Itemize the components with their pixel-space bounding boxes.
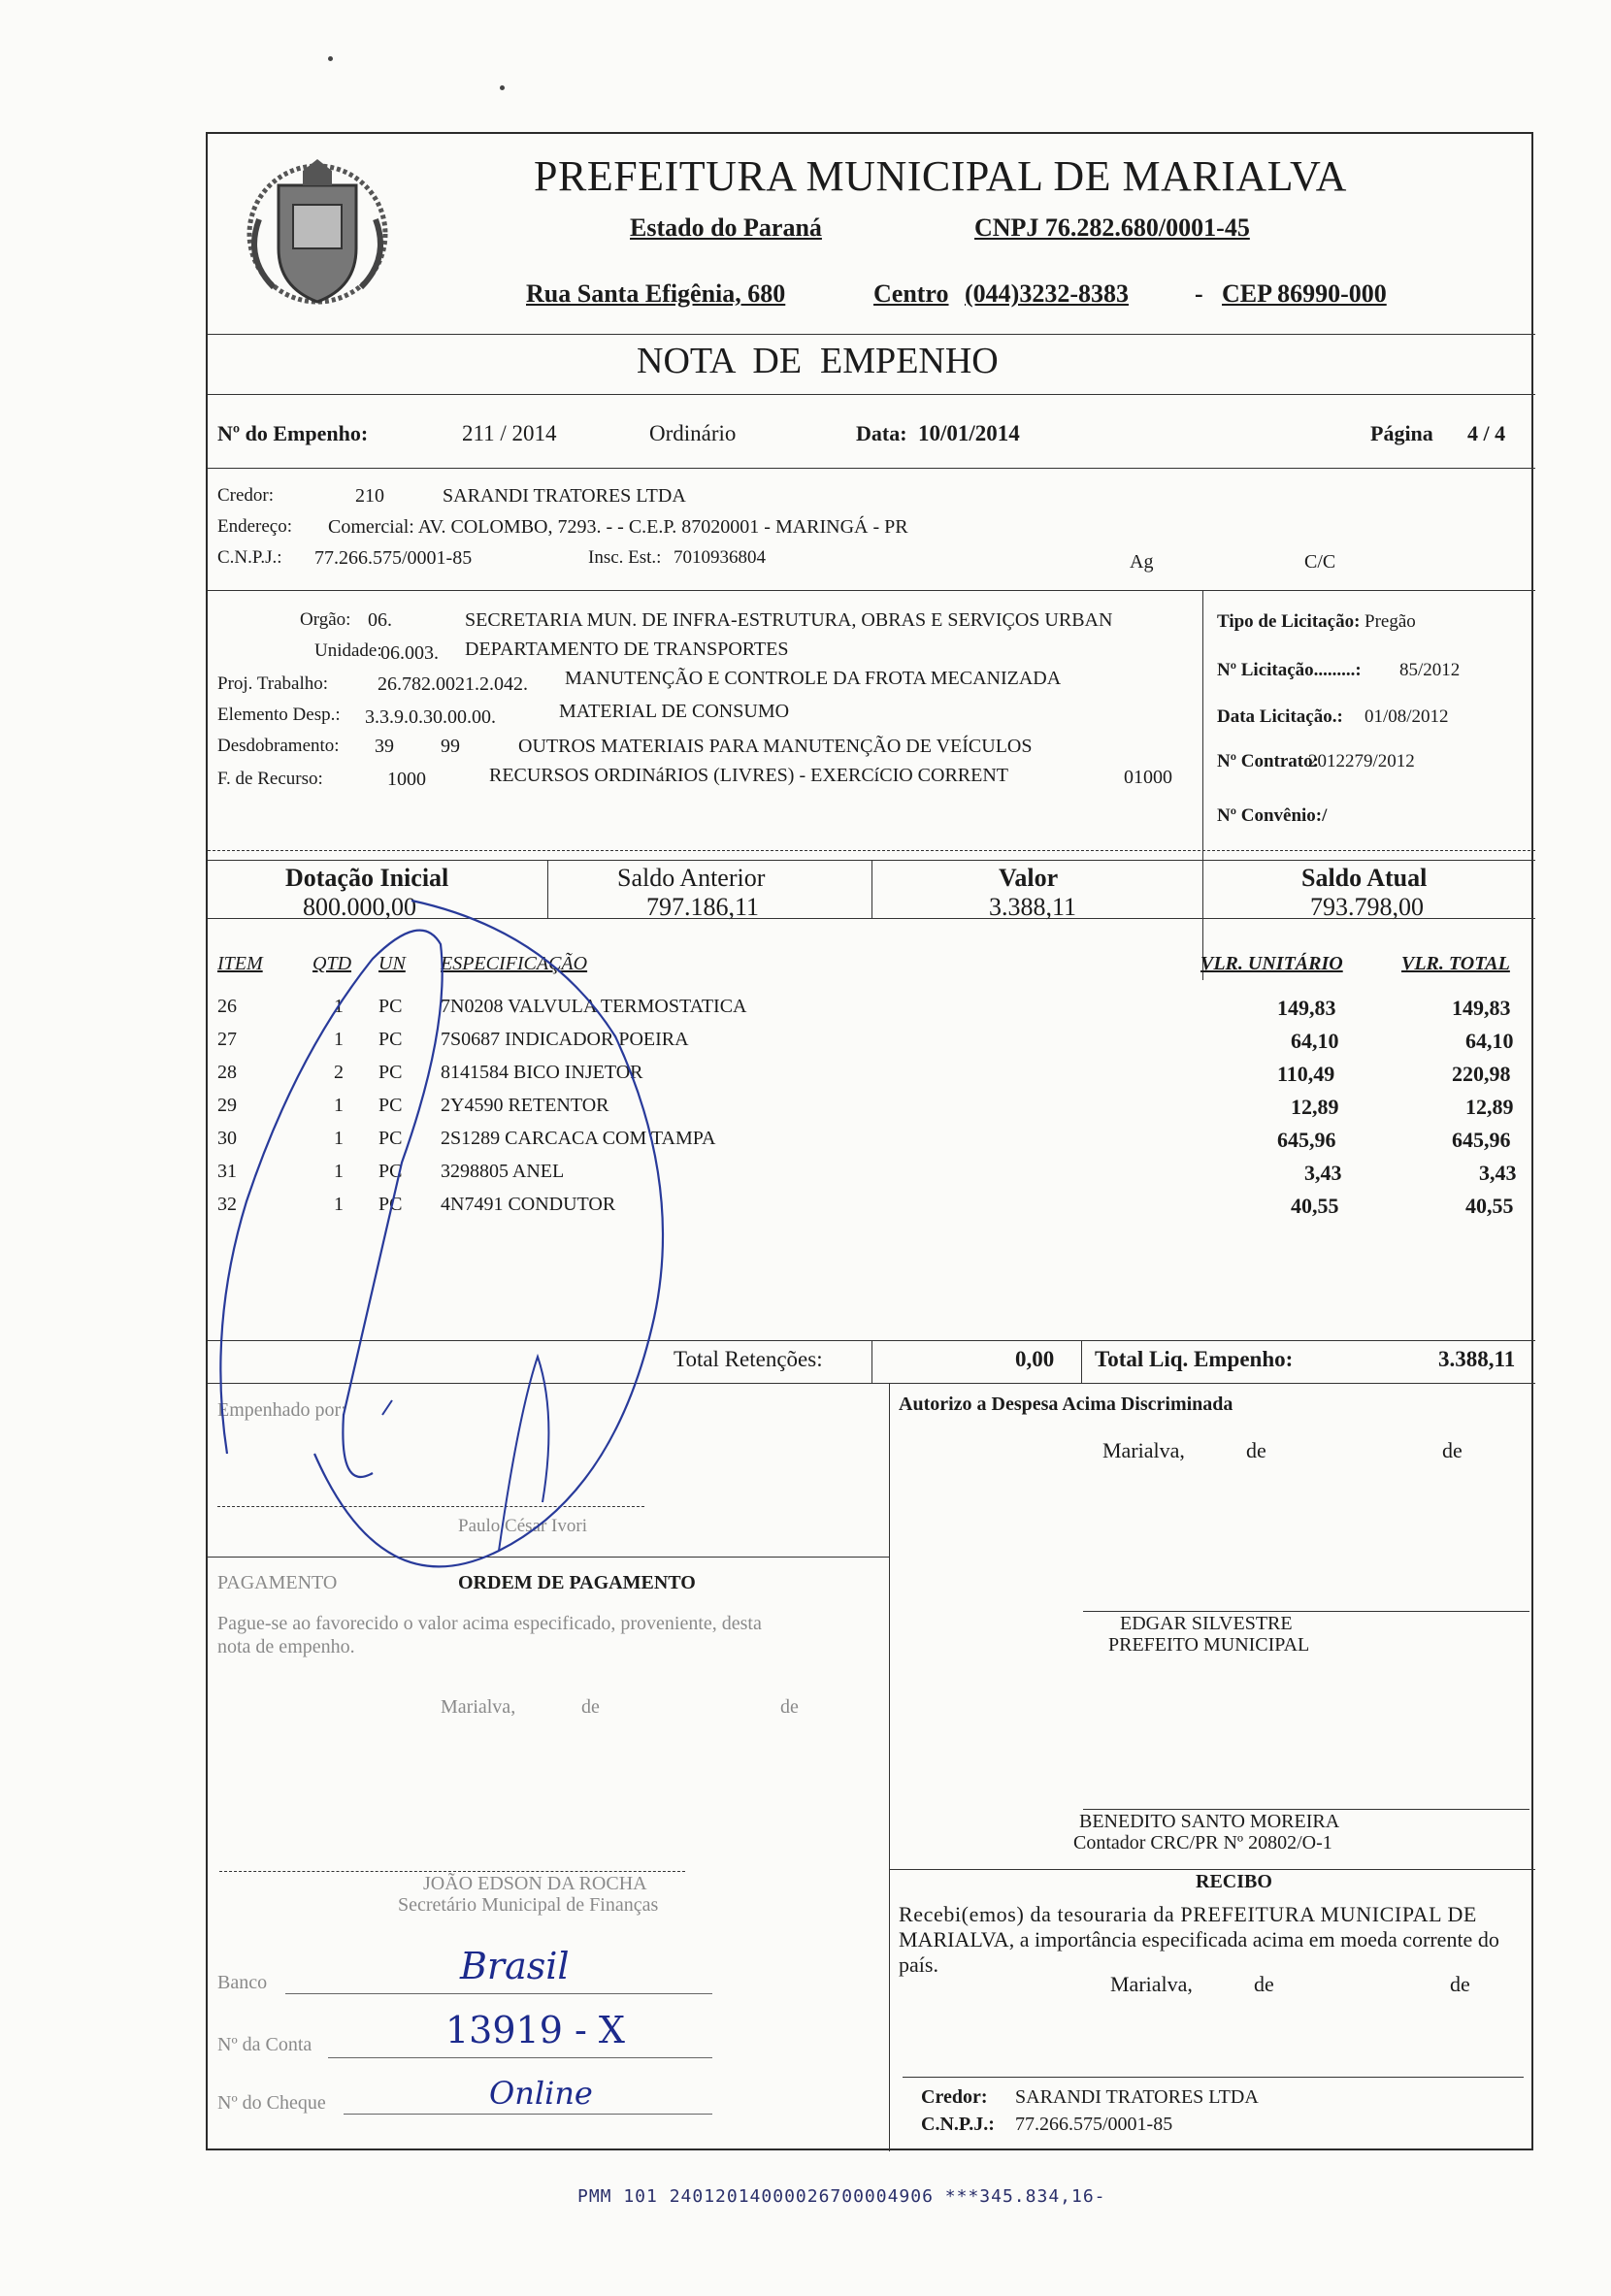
item-number: 28 bbox=[217, 1062, 237, 1083]
item-total-value: 149,83 bbox=[1452, 996, 1511, 1020]
contador-role: Contador CRC/PR Nº 20802/O-1 bbox=[1073, 1832, 1332, 1853]
recibo-de1: de bbox=[1254, 1972, 1274, 1996]
item-unit-value: 645,96 bbox=[1277, 1128, 1336, 1152]
item-number: 27 bbox=[217, 1029, 237, 1050]
page-label: Página bbox=[1370, 421, 1433, 445]
unidade-code: 06.003. bbox=[380, 642, 439, 664]
item-qtd: 1 bbox=[334, 1095, 344, 1116]
recibo-city: Marialva, bbox=[1110, 1972, 1193, 1996]
empenhado-por-signer: Paulo César Ivori bbox=[458, 1516, 587, 1536]
insc-label: Insc. Est.: bbox=[588, 547, 662, 568]
proj-desc: MANUTENÇÃO E CONTROLE DA FROTA MECANIZADA bbox=[565, 668, 1062, 689]
data-licitacao-label: Data Licitação.: bbox=[1217, 706, 1343, 727]
insc-value: 7010936804 bbox=[674, 547, 766, 568]
contador-name: BENEDITO SANTO MOREIRA bbox=[1079, 1811, 1340, 1832]
item-unit-value: 149,83 bbox=[1277, 996, 1336, 1020]
credor-label: Credor: bbox=[217, 485, 275, 506]
orgao-code: 06. bbox=[368, 609, 392, 631]
item-desc: 2Y4590 RETENTOR bbox=[441, 1095, 609, 1116]
empenho-label: Nº do Empenho: bbox=[217, 421, 369, 445]
dotacao-inicial-value: 800.000,00 bbox=[303, 893, 416, 921]
pagamento-text-line2: nota de empenho. bbox=[217, 1636, 355, 1657]
item-un: PC bbox=[378, 996, 403, 1017]
item-desc: 8141584 BICO INJETOR bbox=[441, 1062, 643, 1083]
item-total-value: 220,98 bbox=[1452, 1062, 1511, 1086]
item-qtd: 1 bbox=[334, 1161, 344, 1182]
banco-label: Banco bbox=[217, 1972, 268, 1993]
autorizo-city: Marialva, bbox=[1102, 1438, 1185, 1462]
desdobramento-label: Desdobramento: bbox=[217, 736, 340, 756]
item-desc: 3298805 ANEL bbox=[441, 1161, 565, 1182]
pagamento-text-line1: Pague-se ao favorecido o valor acima especificado, proveniente, desta bbox=[217, 1613, 762, 1634]
orgao-desc: SECRETARIA MUN. DE INFRA-ESTRUTURA, OBRAS E SERVIÇOS URBAN bbox=[465, 609, 1113, 631]
item-unit-value: 12,89 bbox=[1291, 1095, 1339, 1119]
secretario-role: Secretário Municipal de Finanças bbox=[398, 1894, 659, 1916]
credor-code: 210 bbox=[355, 485, 384, 507]
ag-label: Ag bbox=[1130, 551, 1154, 573]
saldo-atual-value: 793.798,00 bbox=[1310, 893, 1424, 921]
endereco-value: Comercial: AV. COLOMBO, 7293. - - C.E.P. 87020001 - MARINGÁ - PR bbox=[328, 516, 908, 538]
proj-label: Proj. Trabalho: bbox=[217, 673, 329, 694]
autorizo-de2: de bbox=[1442, 1438, 1463, 1462]
orgao-label: Orgão: bbox=[300, 609, 351, 630]
total-retencoes-label: Total Retenções: bbox=[674, 1347, 823, 1371]
header-dash: - bbox=[1195, 279, 1203, 308]
col-especificacao: ESPECIFICAÇÃO bbox=[441, 953, 588, 974]
item-unit-value: 40,55 bbox=[1291, 1194, 1339, 1218]
col-item: ITEM bbox=[217, 953, 263, 974]
recurso-desc: RECURSOS ORDINáRIOS (LIVRES) - EXERCíCIO CORRENT bbox=[489, 765, 1009, 786]
elemento-label: Elemento Desp.: bbox=[217, 705, 341, 725]
item-unit-value: 3,43 bbox=[1304, 1161, 1342, 1185]
recurso-number: 01000 bbox=[1124, 767, 1172, 788]
valor-value: 3.388,11 bbox=[989, 893, 1077, 921]
col-qtd: QTD bbox=[312, 953, 352, 974]
recibo-text-line1: Recebi(emos) da tesouraria da PREFEITURA MUNICIPAL DE bbox=[899, 1902, 1477, 1926]
item-total-value: 12,89 bbox=[1465, 1095, 1514, 1119]
contrato-value: 2012279/2012 bbox=[1308, 751, 1415, 771]
convenio-label: Nº Convênio:/ bbox=[1217, 805, 1328, 826]
desdobramento-a: 39 bbox=[375, 736, 394, 757]
item-desc: 7S0687 INDICADOR POEIRA bbox=[441, 1029, 689, 1050]
conta-label: Nº da Conta bbox=[217, 2034, 312, 2055]
unidade-desc: DEPARTAMENTO DE TRANSPORTES bbox=[465, 639, 789, 660]
cnpj-value: 77.266.575/0001-85 bbox=[314, 547, 473, 569]
num-licitacao-value: 85/2012 bbox=[1399, 660, 1461, 680]
prefeito-name: EDGAR SILVESTRE bbox=[1120, 1613, 1293, 1634]
item-qtd: 1 bbox=[334, 1029, 344, 1050]
item-un: PC bbox=[378, 1161, 403, 1182]
saldo-anterior-value: 797.186,11 bbox=[646, 893, 760, 921]
autorizo-title: Autorizo a Despesa Acima Discriminada bbox=[899, 1394, 1233, 1415]
proj-code: 26.782.0021.2.042. bbox=[378, 673, 528, 695]
empenho-number: 211 / 2014 bbox=[462, 421, 557, 445]
item-un: PC bbox=[378, 1029, 403, 1050]
credor-name: SARANDI TRATORES LTDA bbox=[443, 485, 686, 507]
recibo-title: RECIBO bbox=[1196, 1871, 1272, 1892]
col-un: UN bbox=[378, 953, 406, 974]
document-title: NOTA DE EMPENHO bbox=[637, 341, 999, 381]
elemento-code: 3.3.9.0.30.00.00. bbox=[365, 706, 496, 728]
item-unit-value: 64,10 bbox=[1291, 1029, 1339, 1053]
col-vlr-unitario: VLR. UNITÁRIO bbox=[1200, 953, 1343, 974]
recurso-label: F. de Recurso: bbox=[217, 769, 323, 789]
data-licitacao-value: 01/08/2012 bbox=[1364, 706, 1449, 727]
item-number: 30 bbox=[217, 1128, 237, 1149]
item-unit-value: 110,49 bbox=[1277, 1062, 1335, 1086]
banco-handwritten: Brasil bbox=[460, 1945, 570, 1987]
valor-label: Valor bbox=[999, 864, 1059, 892]
cnpj-label: C.N.P.J.: bbox=[217, 547, 282, 568]
elemento-desc: MATERIAL DE CONSUMO bbox=[559, 701, 790, 722]
cheque-handwritten: Online bbox=[489, 2075, 593, 2112]
item-qtd: 2 bbox=[334, 1062, 344, 1083]
pagamento-de2: de bbox=[780, 1696, 799, 1718]
nota-de-empenho-document bbox=[206, 132, 1533, 2150]
item-desc: 7N0208 VALVULA TERMOSTATICA bbox=[441, 996, 747, 1017]
item-qtd: 1 bbox=[334, 996, 344, 1017]
recibo-credor-label: Credor: bbox=[921, 2086, 988, 2108]
item-total-value: 40,55 bbox=[1465, 1194, 1514, 1218]
empenhado-por-label: Empenhado por: bbox=[217, 1399, 346, 1421]
item-qtd: 1 bbox=[334, 1128, 344, 1149]
footer-code: PMM 101 24012014000026700004906 ***345.834,16- bbox=[577, 2186, 1106, 2207]
saldo-atual-label: Saldo Atual bbox=[1301, 864, 1428, 892]
tipo-licitacao-label: Tipo de Licitação: bbox=[1217, 611, 1361, 632]
num-licitacao-label: Nº Licitação.........: bbox=[1217, 660, 1362, 680]
contrato-label: Nº Contrato: bbox=[1217, 751, 1319, 771]
desdobramento-desc: OUTROS MATERIAIS PARA MANUTENÇÃO DE VEÍCULOS bbox=[518, 736, 1033, 757]
scan-speck bbox=[328, 56, 333, 61]
item-number: 26 bbox=[217, 996, 237, 1017]
total-liq-label: Total Liq. Empenho: bbox=[1095, 1347, 1294, 1371]
header-cnpj: CNPJ 76.282.680/0001-45 bbox=[974, 213, 1250, 242]
secretario-name: JOÃO EDSON DA ROCHA bbox=[423, 1873, 647, 1894]
item-total-value: 3,43 bbox=[1479, 1161, 1517, 1185]
signature-scribble bbox=[208, 871, 887, 1648]
cc-label: C/C bbox=[1304, 551, 1336, 573]
item-number: 32 bbox=[217, 1194, 237, 1215]
item-qtd: 1 bbox=[334, 1194, 344, 1215]
municipal-crest-icon bbox=[235, 151, 400, 316]
total-retencoes-value: 0,00 bbox=[1015, 1347, 1055, 1371]
item-un: PC bbox=[378, 1194, 403, 1215]
item-un: PC bbox=[378, 1095, 403, 1116]
unidade-label: Unidade: bbox=[314, 640, 382, 661]
cheque-label: Nº do Cheque bbox=[217, 2092, 326, 2114]
dotacao-inicial-label: Dotação Inicial bbox=[285, 864, 449, 892]
desdobramento-b: 99 bbox=[441, 736, 460, 757]
page-number: 4 / 4 bbox=[1467, 421, 1506, 445]
header-phone: (044)3232-8383 bbox=[965, 279, 1129, 308]
item-desc: 4N7491 CONDUTOR bbox=[441, 1194, 616, 1215]
item-un: PC bbox=[378, 1062, 403, 1083]
scan-speck bbox=[500, 85, 505, 90]
pagamento-de1: de bbox=[581, 1696, 600, 1718]
item-un: PC bbox=[378, 1128, 403, 1149]
item-desc: 2S1289 CARCACA COM TAMPA bbox=[441, 1128, 716, 1149]
recibo-text-line2: MARIALVA, a importância especificada acima em moeda corrente do bbox=[899, 1927, 1499, 1952]
empenho-type: Ordinário bbox=[649, 421, 737, 445]
saldo-anterior-label: Saldo Anterior bbox=[617, 864, 766, 892]
item-total-value: 64,10 bbox=[1465, 1029, 1514, 1053]
prefeitura-title: PREFEITURA MUNICIPAL DE MARIALVA bbox=[534, 152, 1347, 200]
recurso-code: 1000 bbox=[387, 769, 426, 790]
endereco-label: Endereço: bbox=[217, 516, 293, 537]
prefeito-role: PREFEITO MUNICIPAL bbox=[1108, 1634, 1310, 1656]
total-liq-value: 3.388,11 bbox=[1438, 1347, 1516, 1371]
pagamento-label: PAGAMENTO bbox=[217, 1572, 338, 1593]
ordem-pagamento-title: ORDEM DE PAGAMENTO bbox=[458, 1572, 696, 1593]
col-vlr-total: VLR. TOTAL bbox=[1401, 953, 1510, 974]
item-number: 31 bbox=[217, 1161, 237, 1182]
header-district: Centro bbox=[873, 279, 949, 308]
recibo-text-line3: país. bbox=[899, 1952, 938, 1977]
recibo-de2: de bbox=[1450, 1972, 1470, 1996]
recibo-cnpj-value: 77.266.575/0001-85 bbox=[1015, 2114, 1173, 2135]
recibo-credor-value: SARANDI TRATORES LTDA bbox=[1015, 2086, 1259, 2108]
empenho-date: 10/01/2014 bbox=[918, 421, 1020, 445]
header-cep: CEP 86990-000 bbox=[1222, 279, 1387, 308]
state-name: Estado do Paraná bbox=[630, 213, 822, 242]
recibo-cnpj-label: C.N.P.J.: bbox=[921, 2114, 995, 2135]
autorizo-de1: de bbox=[1246, 1438, 1266, 1462]
tipo-licitacao-value: Pregão bbox=[1364, 611, 1416, 632]
header-street: Rua Santa Efigênia, 680 bbox=[526, 279, 786, 308]
conta-handwritten: 13919 - X bbox=[445, 2009, 625, 2051]
date-label: Data: bbox=[856, 421, 907, 445]
item-total-value: 645,96 bbox=[1452, 1128, 1511, 1152]
pagamento-city: Marialva, bbox=[441, 1696, 516, 1718]
item-number: 29 bbox=[217, 1095, 237, 1116]
